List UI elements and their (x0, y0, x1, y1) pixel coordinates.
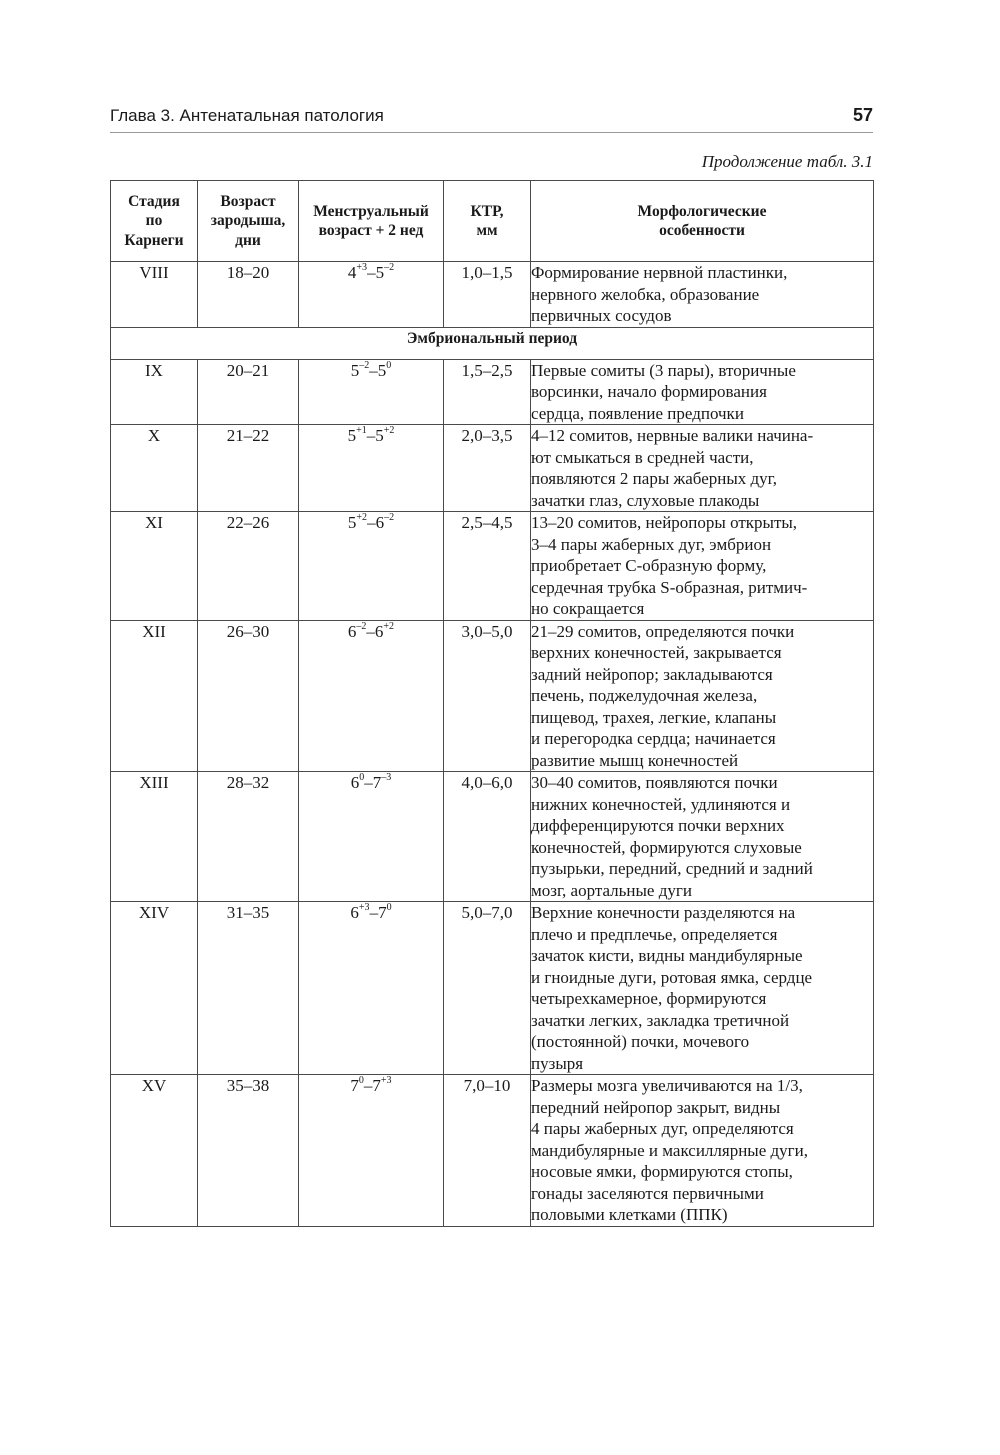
menstrual-from-sup: +1 (356, 425, 367, 437)
menstrual-from: 6 (350, 903, 359, 922)
features-cell: Размеры мозга увеличиваются на 1/3, передний нейропор закрыт, видны 4 пары жаберных дуг, определяются мандибулярные и максиллярные дуги, носовые ямки, формируются стопы, гонады заселяются первичными половыми клетками (ППК) (531, 1075, 874, 1227)
features-cell: Формирование нервной пластинки, нервного желобка, образование первичных сосудов (531, 262, 874, 328)
stages-table (110, 180, 874, 1227)
age-cell: 31–35 (198, 902, 299, 1075)
crl-cell: 2,5–4,5 (444, 512, 531, 621)
stage-cell: XIII (111, 772, 198, 902)
table-row (111, 425, 874, 512)
table-caption: Продолжение табл. 3.1 (701, 152, 873, 171)
menstrual-to-sup: 0 (386, 902, 392, 914)
menstrual-to-sup: +3 (380, 1075, 392, 1087)
age-cell: 18–20 (198, 262, 299, 328)
menstrual-to: 6 (374, 621, 384, 641)
menstrual-age-cell (299, 620, 444, 772)
table-row (111, 512, 874, 621)
menstrual-age-cell (299, 359, 444, 425)
age-cell: 20–21 (198, 359, 299, 425)
stage-cell: XII (111, 620, 198, 772)
table-row (111, 902, 874, 1075)
table-row (111, 620, 874, 772)
features-cell: 30–40 сомитов, появляются почки нижних конечностей, удлиняются и дифференцируются почки верхних конечностей, формируются слуховые пузырьки, передний, средний и задний мозг, аортальные дуги (531, 772, 874, 902)
crl-cell: 1,5–2,5 (444, 359, 531, 425)
menstrual-separator: – (367, 513, 376, 532)
menstrual-separator: – (366, 426, 376, 445)
age-cell: 22–26 (198, 512, 299, 621)
crl-cell: 3,0–5,0 (444, 620, 531, 772)
menstrual-separator: – (363, 1076, 373, 1095)
menstrual-age-cell (299, 902, 444, 1075)
menstrual-age-cell (299, 425, 444, 512)
crl-cell: 5,0–7,0 (444, 902, 531, 1075)
menstrual-from-sup: –2 (356, 620, 367, 632)
menstrual-from: 7 (350, 1076, 359, 1095)
table-body-top (111, 262, 874, 328)
menstrual-from: 4 (347, 263, 357, 282)
menstrual-to: 5 (375, 426, 384, 445)
menstrual-to: 7 (372, 773, 382, 792)
menstrual-from-sup: +3 (356, 262, 368, 274)
page-header (110, 106, 873, 133)
menstrual-separator: – (366, 621, 375, 641)
menstrual-from: 6 (347, 621, 357, 641)
features-cell: Первые сомиты (3 пары), вторичные ворсинки, начало формирования сердца, появление предпочки (531, 359, 874, 425)
stage-cell: XIV (111, 902, 198, 1075)
menstrual-from-sup: +2 (356, 512, 368, 524)
menstrual-from: 6 (350, 773, 360, 792)
menstrual-age-cell (299, 1075, 444, 1227)
age-cell: 35–38 (198, 1075, 299, 1227)
page-number: 57 (852, 105, 873, 125)
age-cell: 21–22 (198, 425, 299, 512)
crl-cell: 4,0–6,0 (444, 772, 531, 902)
menstrual-from-sup: –2 (359, 359, 370, 371)
menstrual-age-cell (299, 512, 444, 621)
menstrual-to: 7 (372, 1076, 381, 1095)
menstrual-to-sup: +2 (383, 620, 395, 632)
age-cell: 26–30 (198, 620, 299, 772)
menstrual-to-sup: –3 (381, 772, 392, 784)
column-header-crl: КТР, мм (444, 181, 531, 262)
table-header-row (111, 181, 874, 262)
menstrual-separator: – (369, 903, 379, 922)
crl-cell: 7,0–10 (444, 1075, 531, 1227)
menstrual-from: 5 (347, 426, 357, 445)
menstrual-from: 5 (350, 360, 360, 380)
chapter-title: Глава 3. Антенатальная патология (110, 106, 384, 125)
menstrual-to-sup: –2 (384, 262, 395, 274)
menstrual-from: 5 (347, 513, 357, 532)
menstrual-separator: – (367, 263, 376, 282)
age-cell: 28–32 (198, 772, 299, 902)
section-row (111, 327, 874, 359)
menstrual-age-cell (299, 262, 444, 328)
crl-cell: 2,0–3,5 (444, 425, 531, 512)
menstrual-to: 6 (375, 513, 385, 532)
stage-cell: VIII (111, 262, 198, 328)
menstrual-to-sup: 0 (386, 359, 392, 371)
features-cell: Верхние конечности разделяются на плечо и предплечье, определяется зачаток кисти, видны мандибулярные и гноидные дуги, ротовая ямка, сердце четырехкамерное, формируются зачатки легких, закладка третичной (постоянной) почки, мочевого пузыря (531, 902, 874, 1075)
column-header-features: Морфологические особенности (531, 181, 874, 262)
menstrual-to-sup: –2 (384, 512, 395, 524)
menstrual-to-sup: +2 (383, 425, 395, 437)
stage-cell: XV (111, 1075, 198, 1227)
table-body-main (111, 359, 874, 1226)
column-header-age: Возраст зародыша, дни (198, 181, 299, 262)
features-cell: 21–29 сомитов, определяются почки верхних конечностей, закрывается задний нейропор; закладываются печень, поджелудочная железа, пищевод, трахея, легкие, клапаны и перегородка сердца; начинается развитие мышц конечностей (531, 620, 874, 772)
menstrual-age-cell (299, 772, 444, 902)
menstrual-to: 5 (377, 360, 387, 380)
crl-cell: 1,0–1,5 (444, 262, 531, 328)
stage-cell: X (111, 425, 198, 512)
table-row (111, 262, 874, 328)
table-row (111, 772, 874, 902)
column-header-menstrual-age: Менструальный возраст + 2 нед (299, 181, 444, 262)
table-row (111, 359, 874, 425)
menstrual-to: 7 (378, 903, 387, 922)
column-header-stage: Стадия по Карнеги (111, 181, 198, 262)
menstrual-from-sup: +3 (358, 902, 370, 914)
menstrual-separator: – (364, 773, 373, 792)
stage-cell: XI (111, 512, 198, 621)
menstrual-from-sup: 0 (358, 1075, 364, 1087)
table-row (111, 1075, 874, 1227)
menstrual-to: 5 (375, 263, 385, 282)
menstrual-separator: – (369, 360, 378, 380)
features-cell: 13–20 сомитов, нейропоры открыты, 3–4 пары жаберных дуг, эмбрион приобретает С-образную форму, сердечная трубка S-образная, ритмич- но сокращается (531, 512, 874, 621)
section-title: Эмбриональный период (111, 327, 874, 359)
features-cell: 4–12 сомитов, нервные валики начина- ют смыкаться в средней части, появляются 2 пары жаберных дуг, зачатки глаз, слуховые плакоды (531, 425, 874, 512)
stage-cell: IX (111, 359, 198, 425)
table-section (111, 327, 874, 359)
menstrual-from-sup: 0 (359, 772, 365, 784)
